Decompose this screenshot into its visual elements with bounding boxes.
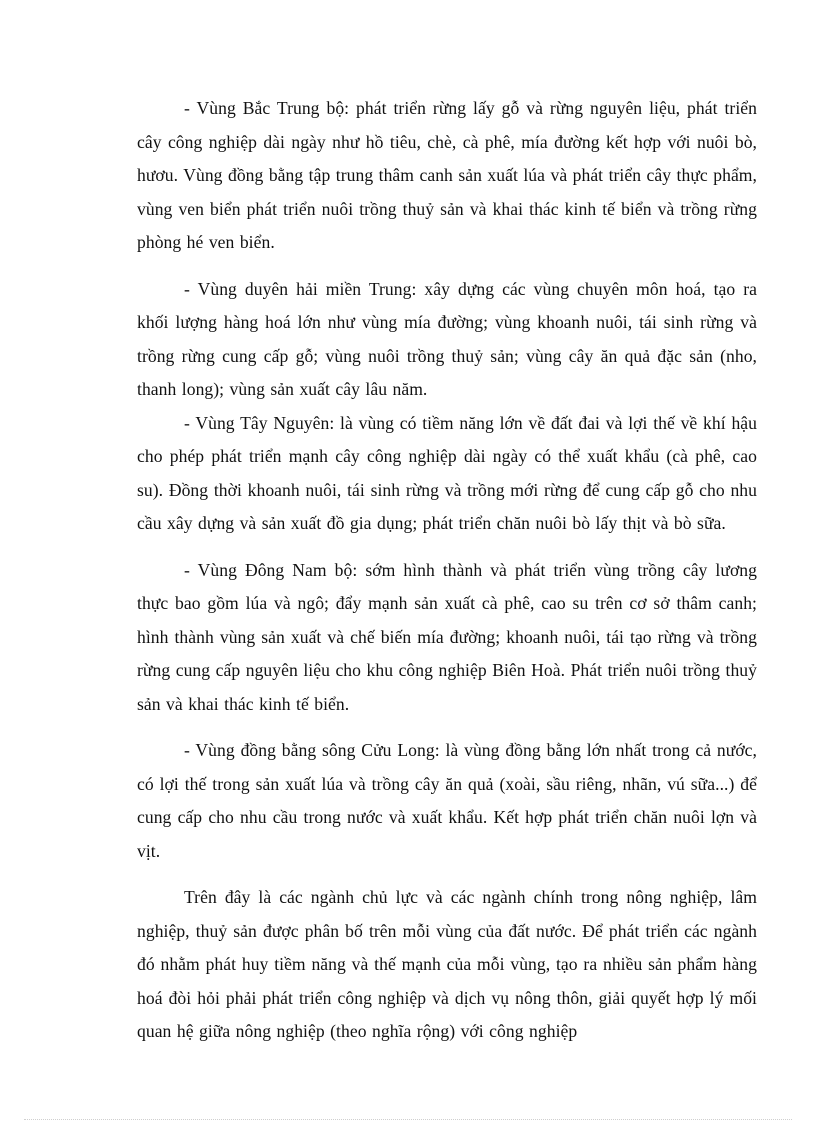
paragraph-tay-nguyen: - Vùng Tây Nguyên: là vùng có tiềm năng lớn về đất đai và lợi thế về khí hậu cho phép phát triển mạnh cây công nghiệp dài ngày có thể xuất khẩu (cà phê, cao su). Đồng thời khoanh nuôi, tái sinh rừng và trồng mới rừng để cung cấp gỗ cho nhu cầu xây dựng và sản xuất đồ gia dụng; phát triển chăn nuôi bò lấy thịt và bò sữa. <box>137 412 757 533</box>
paragraph-duyen-hai-mien-trung: - Vùng duyên hải miền Trung: xây dựng các vùng chuyên môn hoá, tạo ra khối lượng hàng hoá lớn như vùng mía đường; vùng khoanh nuôi, tái sinh rừng và trồng rừng cung cấp gỗ; vùng nuôi trồng thuỷ sản; vùng cây ăn quả đặc sản (nho, thanh long); vùng sản xuất cây lâu năm. <box>137 278 757 399</box>
paragraph-bac-trung-bo: - Vùng Bắc Trung bộ: phát triển rừng lấy gỗ và rừng nguyên liệu, phát triển cây công nghiệp dài ngày như hồ tiêu, chè, cà phê, mía đường kết hợp với nuôi bò, hươu. Vùng đồng bằng tập trung thâm canh sản xuất lúa và phát triển cây thực phẩm, vùng ven biển phát triển nuôi trồng thuỷ sản và khai thác kinh tế biển và trồng rừng phòng hé ven biển. <box>137 98 757 252</box>
document-body <box>137 92 757 1062</box>
page-bottom-divider <box>24 1119 792 1120</box>
paragraph-dong-bang-song-cuu-long: - Vùng đồng bằng sông Cửu Long: là vùng đồng bằng lớn nhất trong cả nước, có lợi thế trong sản xuất lúa và trồng cây ăn quả (xoài, sầu riêng, nhãn, vú sữa...) để cung cấp cho nhu cầu trong nước và xuất khẩu. Kết hợp phát triển chăn nuôi lợn và vịt. <box>137 740 757 861</box>
paragraph-summary: Trên đây là các ngành chủ lực và các ngành chính trong nông nghiệp, lâm nghiệp, thuỷ sản được phân bố trên mỗi vùng của đất nước. Để phát triển các ngành đó nhằm phát huy tiềm năng và thế mạnh của mỗi vùng, tạo ra nhiều sản phẩm hàng hoá đòi hỏi phải phát triển công nghiệp và dịch vụ nông thôn, giải quyết hợp lý mối quan hệ giữa nông nghiệp (theo nghĩa rộng) với công nghiệp <box>137 887 757 1041</box>
paragraph-dong-nam-bo: - Vùng Đông Nam bộ: sớm hình thành và phát triển vùng trồng cây lương thực bao gồm lúa và ngô; đẩy mạnh sản xuất cà phê, cao su trên cơ sở thâm canh; hình thành vùng sản xuất và chế biến mía đường; khoanh nuôi, tái tạo rừng và trồng rừng cung cấp nguyên liệu cho khu công nghiệp Biên Hoà. Phát triển nuôi trồng thuỷ sản và khai thác kinh tế biển. <box>137 559 757 714</box>
